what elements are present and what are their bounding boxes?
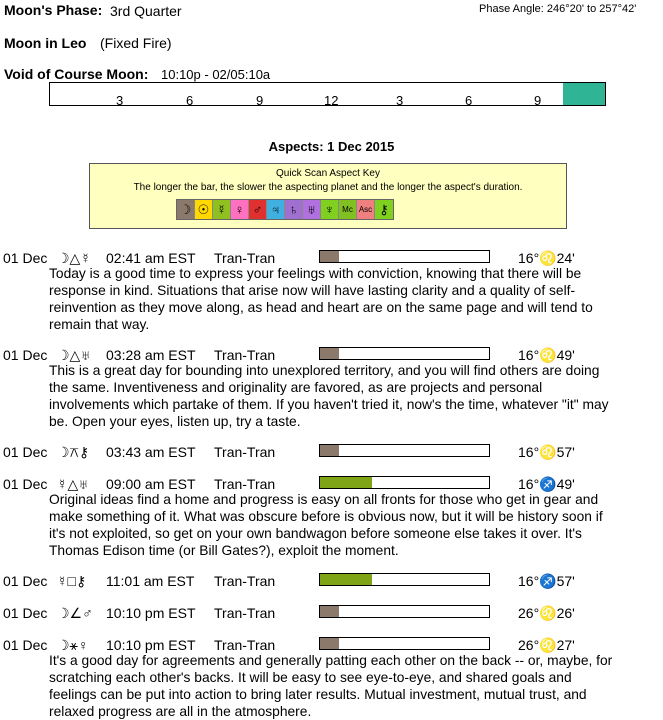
ascendant-icon: Asc	[357, 200, 375, 219]
timeline-tick: 6	[465, 93, 473, 108]
aspect-key-description: The longer the bar, the slower the aspecting planet and the longer the aspect's duration.	[133, 182, 523, 193]
entry-aspect: ☽△♅	[57, 347, 91, 363]
entry-description: Original ideas find a home and progress is easy on all fronts for those who get in gear and make something of it. What was obscure before is obvious now, but it will be history soon if it's not exploited, so get on your own bandwagon before someone else takes it over. It's Thomas Edison time (or Bill Gates?), exploit the moment.	[49, 492, 603, 558]
saturn-icon: ♄	[285, 200, 303, 219]
chiron-icon: ⚷	[375, 200, 393, 219]
entry-description: It's a good day for agreements and generally patting each other on the back -- or, maybe, for scratching each other's backs. It will be easy to see eye-to-eye, and shared goals and feelings can be put into action to bring later results. Mutual investment, mutual trust, and relaxed progress are all in the atmosphere.	[49, 653, 613, 719]
timeline-tick: 3	[396, 93, 404, 108]
entry-aspect: ☿△♅	[57, 476, 89, 492]
mercury-icon: ☿	[213, 200, 231, 219]
duration-bar	[319, 637, 490, 650]
phase-label: Moon's Phase:	[4, 2, 103, 18]
entry-aspect: ☽△☿	[57, 250, 91, 266]
voc-label: Void of Course Moon:	[4, 66, 149, 82]
moon-sign-value: (Fixed Fire)	[100, 35, 172, 51]
jupiter-icon: ♃	[267, 200, 285, 219]
entry-time: 02:41 am EST	[106, 250, 196, 266]
duration-bar-fill	[320, 251, 339, 262]
entry-date: 01 Dec	[3, 476, 48, 492]
timeline-tick: 9	[256, 93, 264, 108]
aspect-key-box	[89, 163, 567, 229]
duration-bar-fill	[320, 574, 372, 585]
aspect-key-title: Quick Scan Aspect Key	[276, 168, 380, 179]
entry-kind: Tran-Tran	[214, 444, 276, 460]
entry-aspect: ☽∠♂	[57, 605, 93, 621]
entry-date: 01 Dec	[3, 250, 48, 266]
aspect-entry	[3, 573, 643, 591]
voc-value: 10:10p - 02/05:10a	[161, 67, 271, 82]
entry-date: 01 Dec	[3, 605, 48, 621]
entry-kind: Tran-Tran	[214, 637, 276, 653]
phase-value: 3rd Quarter	[110, 3, 182, 19]
duration-bar-fill	[320, 445, 339, 456]
sun-icon: ☉	[195, 200, 213, 219]
entry-position: 16°♌57'	[518, 444, 575, 460]
venus-icon: ♀	[231, 200, 249, 219]
moon-icon: ☽	[177, 200, 195, 219]
entry-time: 10:10 pm EST	[106, 637, 196, 653]
entry-aspect: ☽⚻⚷	[57, 444, 90, 460]
entry-date: 01 Dec	[3, 573, 48, 589]
entry-date: 01 Dec	[3, 637, 48, 653]
entry-description: This is a great day for bounding into unexplored territory, and you will find others are doing the same. Inventiveness and originality are favored, as are projects and personal involvements which partake of them. If you haven't tried it, now's the time, whatever "it" may be. Open your eyes, listen up, try a taste.	[49, 363, 609, 429]
duration-bar	[319, 347, 490, 360]
aspects-title: Aspects: 1 Dec 2015	[268, 139, 395, 154]
duration-bar	[319, 476, 490, 489]
duration-bar	[319, 605, 490, 618]
entry-time: 10:10 pm EST	[106, 605, 196, 621]
mars-icon: ♂	[249, 200, 267, 219]
entry-time: 11:01 am EST	[106, 573, 195, 589]
duration-bar-fill	[320, 348, 339, 359]
entry-position: 16°♐49'	[518, 476, 575, 492]
entry-description: Today is a good time to express your feelings with conviction, knowing that there will be response in kind. Situations that arise now will have lasting clarity and a quality of self-reinvention as they move along, as head and heart are on the same page and will tend to remain that way.	[49, 266, 593, 332]
midheaven-icon: Mc	[339, 200, 357, 219]
entry-kind: Tran-Tran	[214, 476, 276, 492]
timeline-tick: 6	[186, 93, 194, 108]
entry-position: 16°♌49'	[518, 347, 575, 363]
entry-date: 01 Dec	[3, 347, 48, 363]
uranus-icon: ♅	[303, 200, 321, 219]
voc-period-fill	[563, 83, 605, 105]
duration-bar	[319, 444, 490, 457]
entry-position: 26°♌26'	[518, 605, 575, 621]
entry-kind: Tran-Tran	[214, 605, 276, 621]
neptune-icon: ♆	[321, 200, 339, 219]
entry-date: 01 Dec	[3, 444, 48, 460]
phase-angle: Phase Angle: 246°20' to 257°42'	[479, 3, 637, 15]
entry-kind: Tran-Tran	[214, 573, 276, 589]
entry-kind: Tran-Tran	[214, 250, 276, 266]
entry-time: 09:00 am EST	[106, 476, 196, 492]
entry-time: 03:28 am EST	[106, 347, 196, 363]
aspect-entry	[3, 444, 643, 462]
timeline-tick: 12	[324, 93, 339, 108]
entry-aspect: ☽⚹♀	[57, 637, 89, 653]
entry-position: 26°♌27'	[518, 637, 575, 653]
entry-position: 16°♌24'	[518, 250, 575, 266]
entry-kind: Tran-Tran	[214, 347, 276, 363]
entry-position: 16°♐57'	[518, 573, 575, 589]
duration-bar	[319, 573, 490, 586]
duration-bar	[319, 250, 490, 263]
voc-timeline	[49, 82, 606, 106]
aspect-entry	[3, 605, 643, 623]
moon-sign-label: Moon in Leo	[4, 35, 87, 51]
duration-bar-fill	[320, 638, 339, 649]
timeline-tick: 9	[534, 93, 542, 108]
timeline-tick: 3	[116, 93, 124, 108]
planet-color-key	[176, 199, 394, 220]
duration-bar-fill	[320, 477, 372, 488]
duration-bar-fill	[320, 606, 339, 617]
entry-time: 03:43 am EST	[106, 444, 196, 460]
entry-aspect: ☿□⚷	[57, 573, 87, 589]
